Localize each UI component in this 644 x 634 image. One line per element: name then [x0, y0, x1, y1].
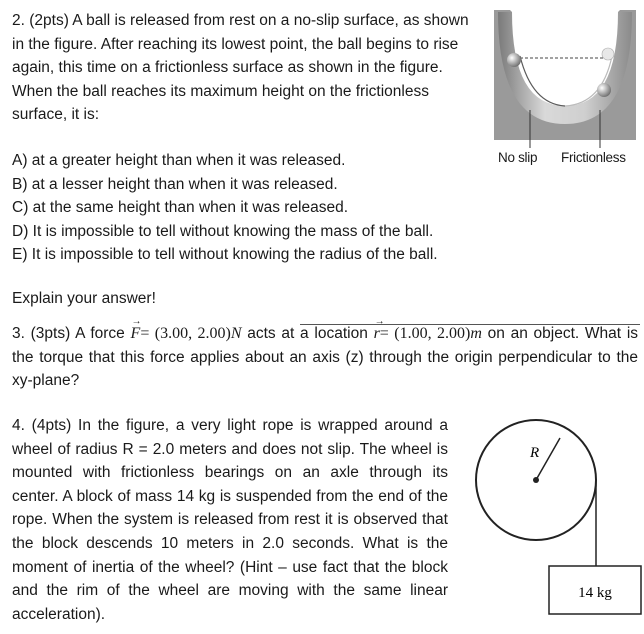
question-3-text: [12, 322, 638, 393]
force-symbol: → F: [131, 322, 141, 346]
position-unit: m: [470, 325, 482, 342]
question-2-text: 2. (2pts) A ball is released from rest on a no-slip surface, as shown in the figure. After reaching its lowest point, the ball begins to rise again, this time on a frictionless surface as shown in the figure. When the ball reaches its maximum height on the frictionless surface, it is:: [12, 12, 469, 124]
ball-right-upper: [602, 48, 614, 60]
wheel-figure: [472, 410, 644, 620]
option-b: B) at a lesser height than when it was released.: [12, 175, 338, 193]
axle-dot: [533, 477, 539, 483]
position-symbol: → r: [374, 322, 380, 346]
frictionless-label: Frictionless: [561, 150, 626, 165]
bowl-figure: [492, 6, 638, 148]
ball-right-lower: [597, 83, 611, 97]
option-a: A) at a greater height than when it was released.: [12, 152, 346, 169]
answer-options: [12, 149, 532, 267]
position-expression: [374, 325, 482, 342]
force-unit: N: [230, 325, 242, 342]
position-value: = (1.00, 2.00): [379, 325, 471, 342]
ball-left: [507, 53, 521, 67]
explain-prompt: Explain your answer!: [12, 290, 156, 307]
option-e: E) It is impossible to tell without knowing the radius of the ball.: [12, 246, 438, 264]
question-4-text: 4. (4pts) In the figure, a very light rope is wrapped around a wheel of radius R = 2.0 meters and does not slip. The wheel is mounted with frictionless bearings on an axle through its center. A block of mass 14 kg is suspended from the end of the rope. When the system is released from rest it is observed that the block descends 10 meters in 2.0 seconds. What is the moment of inertia of the wheel? (Hint – use fact that the block and the rim of the wheel are moving with the same linear acceleration).: [12, 417, 448, 623]
no-slip-label: No slip: [498, 150, 538, 165]
radius-line: [536, 438, 560, 480]
q3-suffix: on an object. What is the torque that this force applies about an axis (z) through the origin perpendicular to the xy-plane?: [12, 325, 639, 390]
option-d: D) It is impossible to tell without knowing the mass of the ball.: [12, 222, 434, 240]
q3-prefix: 3. (3pts) A force: [12, 325, 125, 342]
q3-middle: acts at a location: [247, 325, 368, 342]
block-label: 14 kg: [578, 585, 612, 601]
force-expression: [131, 325, 242, 342]
radius-label: R: [530, 445, 540, 461]
force-value: = (3.00, 2.00): [140, 325, 231, 342]
option-c: C) at the same height than when it was released.: [12, 199, 349, 217]
